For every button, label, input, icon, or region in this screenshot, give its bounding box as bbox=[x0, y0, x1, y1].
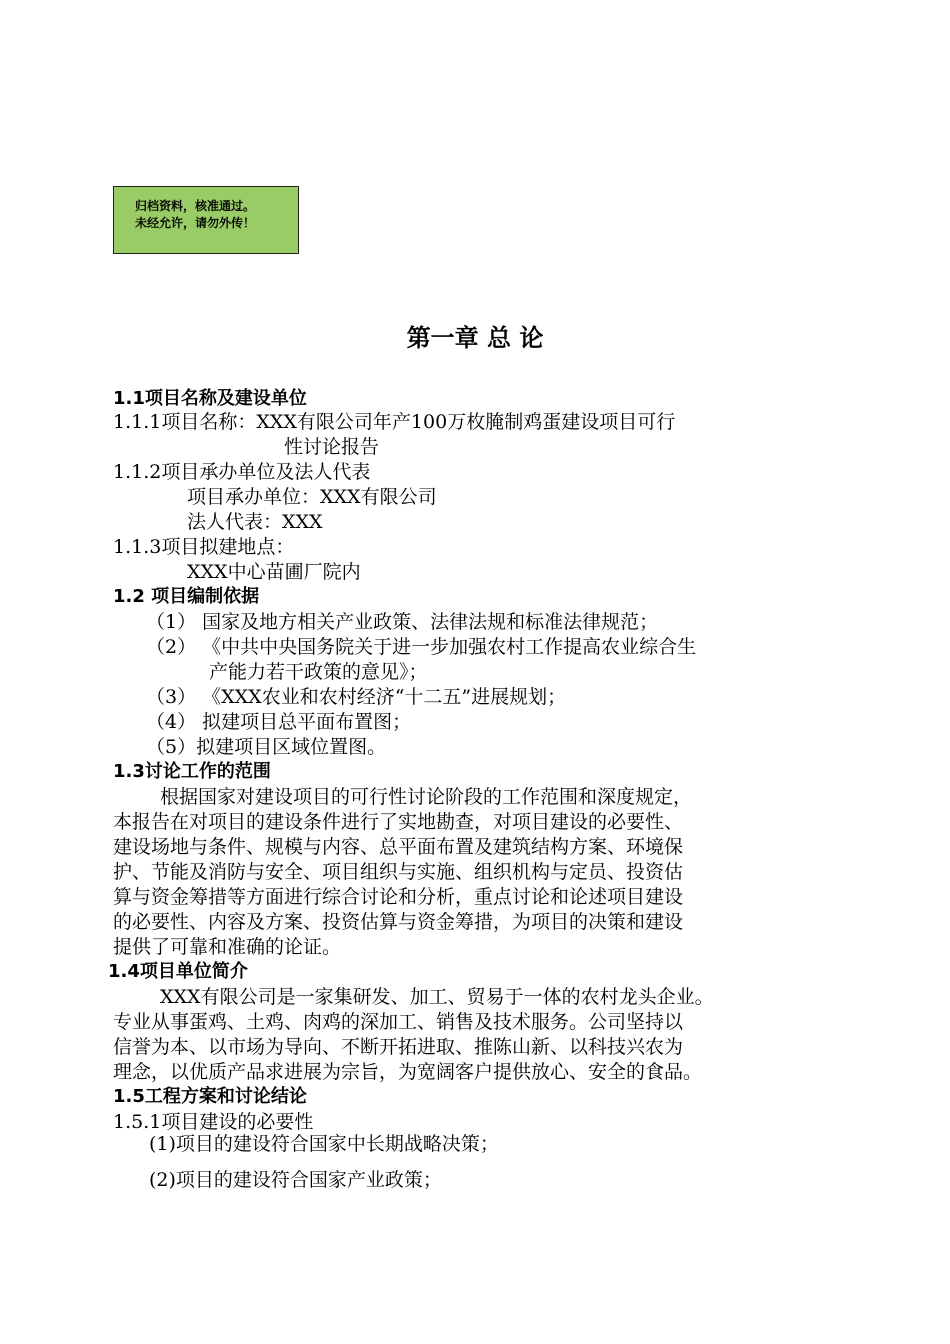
stamp-line-1: 归档资料，核准通过。 bbox=[135, 199, 256, 213]
section-heading-1-3: 1.3讨论工作的范围 bbox=[113, 761, 271, 782]
stamp-line-2: 未经允许，请勿外传！ bbox=[135, 216, 256, 230]
necessity-item-2: (2)项目的建设符合国家产业政策； bbox=[149, 1169, 442, 1191]
scope-paragraph-line-4: 护、节能及消防与安全、项目组织与实施、组织机构与定员、投资估 bbox=[113, 861, 684, 883]
chapter-title: 第一章 总 论 bbox=[406, 324, 544, 352]
item-1-1-3: 1.1.3项目拟建地点： bbox=[113, 536, 295, 558]
basis-item-2-line-1: （2） 《中共中央国务院关于进一步加强农村工作提高农业综合生 bbox=[146, 636, 697, 658]
archive-stamp bbox=[113, 186, 299, 254]
scope-paragraph-line-1: 根据国家对建设项目的可行性讨论阶段的工作范围和深度规定， bbox=[160, 786, 693, 808]
company-intro-line-4: 理念，以优质产品求进展为宗旨，为宽阔客户提供放心、安全的食品。 bbox=[113, 1061, 703, 1083]
basis-item-5: （5）拟建项目区域位置图。 bbox=[146, 736, 387, 758]
company-intro-line-3: 信誉为本、以市场为导向、不断开拓进取、推陈山新、以科技兴农为 bbox=[113, 1036, 684, 1058]
project-unit: 项目承办单位：XXX有限公司 bbox=[187, 486, 437, 508]
section-heading-1-1: 1.1项目名称及建设单位 bbox=[113, 388, 307, 409]
scope-paragraph-line-6: 的必要性、内容及方案、投资估算与资金筹措，为项目的决策和建设 bbox=[113, 911, 684, 933]
scope-paragraph-line-7: 提供了可靠和准确的论证。 bbox=[113, 936, 342, 958]
item-1-1-1-line-1: 1.1.1项目名称：XXX有限公司年产100万枚腌制鸡蛋建设项目可行 bbox=[113, 411, 676, 433]
scope-paragraph-line-5: 算与资金筹措等方面进行综合讨论和分析，重点讨论和论述项目建设 bbox=[113, 886, 684, 908]
item-1-1-2: 1.1.2项目承办单位及法人代表 bbox=[113, 461, 371, 483]
project-location: XXX中心苗圃厂院内 bbox=[187, 561, 361, 583]
section-heading-1-4: 1.4项目单位简介 bbox=[108, 961, 248, 982]
basis-item-3: （3） 《XXX农业和农村经济“十二五”进展规划； bbox=[146, 686, 567, 708]
basis-item-4: （4） 拟建项目总平面布置图； bbox=[146, 711, 412, 733]
basis-item-2-line-2: 产能力若干政策的意见》； bbox=[209, 661, 428, 683]
legal-representative: 法人代表：XXX bbox=[187, 511, 323, 533]
section-heading-1-2: 1.2 项目编制依据 bbox=[113, 586, 260, 607]
section-heading-1-5: 1.5工程方案和讨论结论 bbox=[113, 1086, 307, 1107]
scope-paragraph-line-3: 建设场地与条件、规模与内容、总平面布置及建筑结构方案、环境保 bbox=[113, 836, 684, 858]
company-intro-line-2: 专业从事蛋鸡、土鸡、肉鸡的深加工、销售及技术服务。公司坚持以 bbox=[113, 1011, 684, 1033]
item-1-1-1-line-2: 性讨论报告 bbox=[284, 436, 380, 458]
necessity-item-1: (1)项目的建设符合国家中长期战略决策； bbox=[149, 1133, 499, 1155]
item-1-5-1: 1.5.1项目建设的必要性 bbox=[113, 1111, 314, 1133]
basis-item-1: （1） 国家及地方相关产业政策、法律法规和标准法律规范； bbox=[146, 611, 659, 633]
scope-paragraph-line-2: 本报告在对项目的建设条件进行了实地勘查，对项目建设的必要性、 bbox=[113, 811, 684, 833]
company-intro-line-1: XXX有限公司是一家集研发、加工、贸易于一体的农村龙头企业。 bbox=[160, 986, 714, 1008]
